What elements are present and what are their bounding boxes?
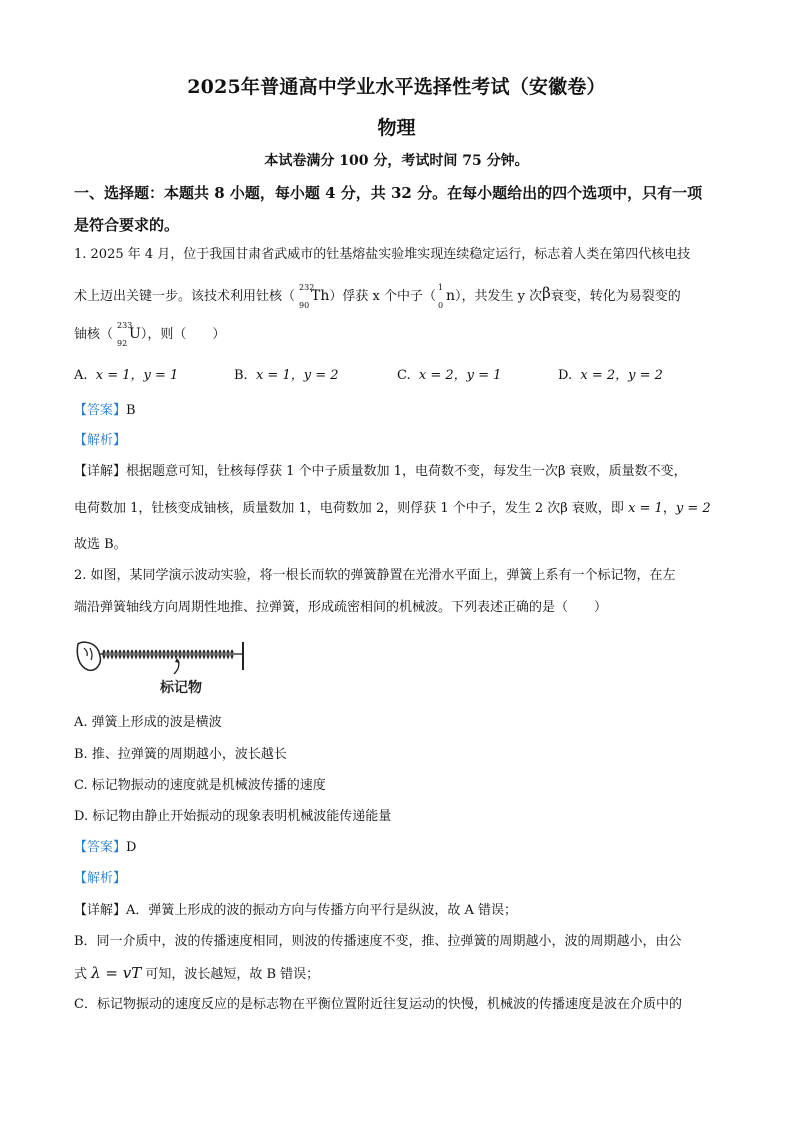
wavelength-formula: λ = vT [91, 964, 142, 982]
spring-figure [74, 636, 254, 700]
q1-line3-b: ），则（ ） [140, 327, 226, 342]
q1-analysis-tag: 【解析】 [74, 433, 127, 448]
section-heading-line2: 是符合要求的。 [74, 216, 180, 234]
q1-line2-c: ），共发生 y 次 [455, 289, 543, 304]
uranium-nuclide [117, 321, 141, 348]
u-symbol: U [129, 326, 141, 342]
q2-option-a: A. 弹簧上形成的波是横波 [74, 715, 222, 730]
q2-answer-tag: 【答案】 [74, 840, 127, 855]
q2-answer-value: D [126, 840, 137, 855]
q2-detail-a: 【详解】A．弹簧上形成的波的振动方向与传播方向平行是纵波，故 A 错误； [74, 903, 518, 918]
figure-label: 标记物 [160, 680, 202, 696]
q1-option-d-label: D. [558, 368, 573, 383]
q2-answer [74, 839, 724, 857]
q2-detail-b1: B．同一介质中，波的传播速度相同，则波的传播速度不变，推、拉弹簧的周期越小，波的周期越小，由公 [74, 934, 682, 949]
q1-option-c-label: C. [397, 368, 411, 383]
q2-detail-b2-a: 式 [74, 967, 92, 982]
th-mass: 232 [299, 283, 315, 292]
u-mass: 233 [117, 321, 133, 330]
n-symbol: n [445, 288, 456, 304]
q2-option-b: B. 推、拉弹簧的周期越小，波长越长 [74, 747, 287, 762]
thorium-nuclide [299, 283, 330, 310]
q1-line2-b: ）俘获 x 个中子（ [329, 289, 436, 304]
u-charge: 92 [117, 339, 128, 348]
exam-meta: 本试卷满分 100 分，考试时间 75 分钟。 [264, 153, 529, 169]
q2-option-c: C. 标记物振动的速度就是机械波传播的速度 [74, 778, 326, 793]
spring-coils [100, 650, 242, 658]
q1-detail-line2-c: ， [662, 501, 676, 516]
q2-option-d: D. 标记物由静止开始振动的现象表明机械波能传递能量 [74, 809, 392, 824]
exam-title: 2025年普通高中学业水平选择性考试（安徽卷） [187, 76, 606, 98]
th-charge: 90 [299, 301, 310, 310]
th-symbol: Th [311, 288, 330, 304]
q2-analysis-tag: 【解析】 [74, 871, 127, 886]
q2-detail-b2 [74, 964, 724, 984]
section-heading [74, 177, 724, 241]
q1-option-b-text: x = 1，y = 2 [255, 368, 339, 383]
subject-title: 物理 [377, 117, 416, 139]
q1-option-a [74, 364, 178, 383]
q1-line3-a: 铀核（ [74, 327, 114, 342]
spring-illustration [74, 636, 254, 700]
q1-option-d [558, 364, 663, 383]
q1-answer-value: B [126, 403, 136, 418]
n-charge: 0 [437, 301, 444, 310]
q1-option-d-text: x = 2，y = 2 [580, 368, 663, 383]
q1-line2 [74, 283, 724, 310]
q1-option-c-text: x = 2，y = 1 [418, 368, 502, 383]
q1-detail-line1: 【详解】根据题意可知，钍核每俘获 1 个中子质量数加 1，电荷数不变，每发生一次β 衰败，质量数不变， [74, 464, 687, 479]
q1-option-a-label: A. [74, 368, 88, 383]
q1-line2-d: 衰变，转化为易裂变的 [550, 289, 681, 304]
q1-detail-y: y = 2 [675, 501, 711, 516]
q1-line2-a: 术上迈出关键一步。该技术利用钍核（ [74, 289, 296, 304]
section-heading-line1: 一、选择题：本题共 8 小题，每小题 4 分，共 32 分。在每小题给出的四个选项中，只有一项 [74, 184, 703, 202]
neutron-nuclide [437, 283, 456, 310]
beta-symbol: β [542, 284, 551, 302]
q1-line3 [74, 321, 724, 348]
hand-icon [77, 642, 100, 670]
q1-option-c [397, 364, 501, 383]
q1-detail-line3: 故选 B。 [74, 537, 127, 552]
q1-option-b-label: B. [234, 368, 248, 383]
q2-line1: 2. 如图，某同学演示波动实验，将一根长而软的弹簧静置在光滑水平面上，弹簧上系有一个标记物，在左 [74, 568, 676, 583]
q1-detail-line2 [74, 500, 724, 518]
q1-answer [74, 402, 724, 420]
q1-option-b [234, 364, 339, 383]
n-mass: 1 [437, 283, 444, 292]
q1-line1: 1. 2025 年 4 月，位于我国甘肃省武威市的钍基熔盐实验堆实现连续稳定运行，标志着人类在第四代核电技 [74, 247, 691, 262]
q1-option-a-text: x = 1，y = 1 [95, 368, 179, 383]
q1-detail-x: x = 1 [628, 501, 663, 516]
q2-detail-b2-b: 可知，波长越短，故 B 错误； [141, 967, 320, 982]
q1-detail-line2-a: 电荷数加 1，钍核变成铀核，质量数加 1，电荷数加 2，则俘获 1 个中子，发生 2 次β 衰败，即 [74, 501, 629, 516]
q1-answer-tag: 【答案】 [74, 403, 127, 418]
q2-detail-c: C．标记物振动的速度反应的是标志物在平衡位置附近往复运动的快慢，机械波的传播速度是波在介质中的 [74, 997, 682, 1012]
q2-line2: 端沿弹簧轴线方向周期性地推、拉弹簧，形成疏密相间的机械波。下列表述正确的是（ ） [74, 600, 608, 615]
